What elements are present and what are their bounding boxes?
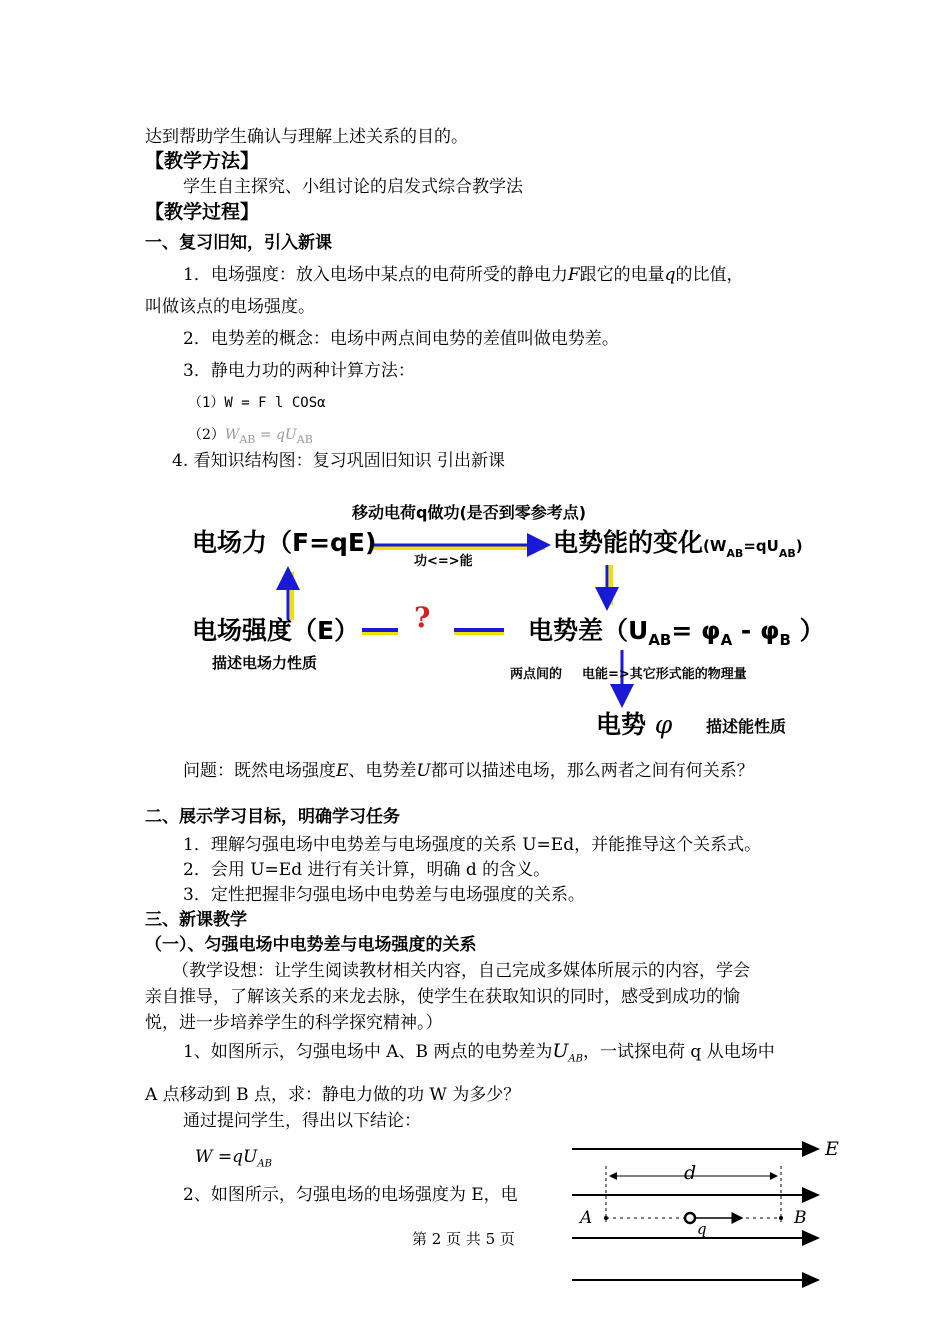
point-b (779, 1216, 783, 1220)
energy-change-formula-c: ) (795, 537, 803, 555)
diagram-top-label: 移动电荷q做功(是否到零参考点) (352, 503, 587, 522)
q1-line-2: A 点移动到 B 点，求：静电力做的功 W 为多少？ (145, 1085, 521, 1105)
q2-line-1: 2、如图所示，匀强电场的电场强度为 E，电 (183, 1185, 518, 1205)
item-1-line-2: 叫做该点的电场强度。 (145, 297, 315, 317)
potdiff-end: ） (790, 616, 825, 645)
formula-2-label: （2） (188, 427, 225, 443)
distance-label-d: d (684, 1162, 697, 1184)
field-symbol: E (336, 761, 349, 781)
item-2: 2．电势差的概念：电场中两点间电势的差值叫做电势差。 (183, 329, 619, 349)
formula-1: （1）W = F l COSα (188, 395, 326, 411)
q1-u: U (552, 1040, 569, 1062)
process-heading: 【教学过程】 (145, 201, 260, 223)
work-eq: =qU (212, 1147, 258, 1167)
formula-2-w: W (224, 427, 240, 443)
goal-3: 3．定性把握非匀强电场中电势差与电场强度的关系。 (183, 885, 585, 905)
work-sub: AB (257, 1158, 272, 1170)
item-4: 4. 看知识结构图：复习巩固旧知识 引出新课 (172, 451, 506, 471)
item-1-text-b: 跟它的电量 (579, 265, 665, 285)
diagram-potential-desc: 描述能性质 (706, 717, 787, 736)
charge-label-q: q (697, 1220, 707, 1238)
force-symbol: F (567, 265, 580, 285)
energy-change-formula-b: =qU (743, 537, 779, 555)
formula-2-eq: = qU (255, 427, 297, 443)
energy-change-sub-2: AB (778, 547, 796, 560)
section-3-title: 三、新课教学 (145, 910, 247, 930)
charge-symbol: q (664, 265, 676, 285)
voltage-symbol: U (416, 761, 431, 781)
phi-symbol: φ (654, 710, 673, 739)
question-mark-icon: ? (414, 601, 431, 634)
potdiff-label: 电势差（U (528, 616, 649, 645)
q1-text-b: ，一试探电荷 q 从电场中 (583, 1042, 775, 1062)
potdiff-sub-b: B (779, 631, 791, 649)
diagram-force: 电场力（F=qE) (192, 528, 377, 557)
potdiff-sub-ab: AB (648, 631, 672, 649)
page-footer: 第 2 页 共 5 页 (412, 1230, 515, 1248)
question-text-a: 问题：既然电场强度 (183, 761, 336, 781)
field-label-e: E (825, 1138, 839, 1160)
item-1-text-c: 的比值， (675, 265, 744, 285)
work-w: W (195, 1147, 213, 1167)
method-heading: 【教学方法】 (145, 150, 260, 172)
diagram-field: 电场强度（E） (192, 616, 360, 645)
point-label-a: A (580, 1208, 593, 1228)
intro-tail: 达到帮助学生确认与理解上述关系的目的。 (145, 127, 468, 147)
potdiff-minus: - φ (732, 616, 780, 645)
section-1-title: 一、复习旧知，引入新课 (145, 233, 332, 253)
goal-1: 1．理解匀强电场中电势差与电场强度的关系 U=Ed，并能推导这个关系式。 (183, 835, 762, 855)
diagram-potdiff-desc-b: 电能=>其它形式能的物理量 (582, 667, 747, 682)
method-text: 学生自主探究、小组讨论的启发式综合教学法 (183, 177, 523, 197)
energy-change-label: 电势能的变化 (553, 528, 704, 557)
potential-label: 电势 (596, 710, 647, 739)
formula-2-w-sub: AB (239, 432, 256, 446)
potdiff-sub-a: A (720, 631, 733, 649)
energy-change-sub-1: AB (726, 547, 744, 560)
subsection-1-title: （一）、匀强电场中电势差与电场强度的关系 (145, 935, 477, 955)
diagram-field-desc: 描述电场力性质 (212, 654, 318, 672)
formula-2-u-sub: AB (296, 432, 313, 446)
design-line-3: 悦，进一步培养学生的科学探究精神。） (145, 1013, 443, 1033)
conclusion-intro: 通过提问学生，得出以下结论： (183, 1111, 421, 1131)
question-text-b: 、电势差 (348, 761, 417, 781)
section-2-title: 二、展示学习目标，明确学习任务 (145, 807, 400, 827)
goal-2: 2．会用 U=Ed 进行有关计算，明确 d 的含义。 (183, 860, 551, 880)
potdiff-eq: = φ (671, 616, 721, 645)
energy-change-formula-a: (W (703, 537, 727, 555)
diagram-potdiff-desc-a: 两点间的 (510, 667, 563, 682)
q1-text-a: 1、如图所示，匀强电场中 A、B 两点的电势差为 (183, 1042, 553, 1062)
item-3: 3．静电力功的两种计算方法： (183, 361, 415, 381)
point-label-b: B (794, 1208, 807, 1228)
item-1-text-a: 1．电场强度：放入电场中某点的电荷所受的静电力 (183, 265, 568, 285)
design-line-1: （教学设想：让学生阅读教材相关内容，自己完成多媒体所展示的内容，学会 (172, 961, 750, 981)
question-text-c: 都可以描述电场，那么两者之间有何关系？ (430, 761, 754, 781)
design-line-2: 亲自推导，了解该关系的来龙去脉，使学生在获取知识的同时，感受到成功的愉 (145, 987, 740, 1007)
q1-u-sub: AB (568, 1053, 583, 1065)
point-a (604, 1216, 608, 1220)
diagram-work-energy: 功<=>能 (414, 554, 473, 569)
test-charge (685, 1213, 695, 1223)
